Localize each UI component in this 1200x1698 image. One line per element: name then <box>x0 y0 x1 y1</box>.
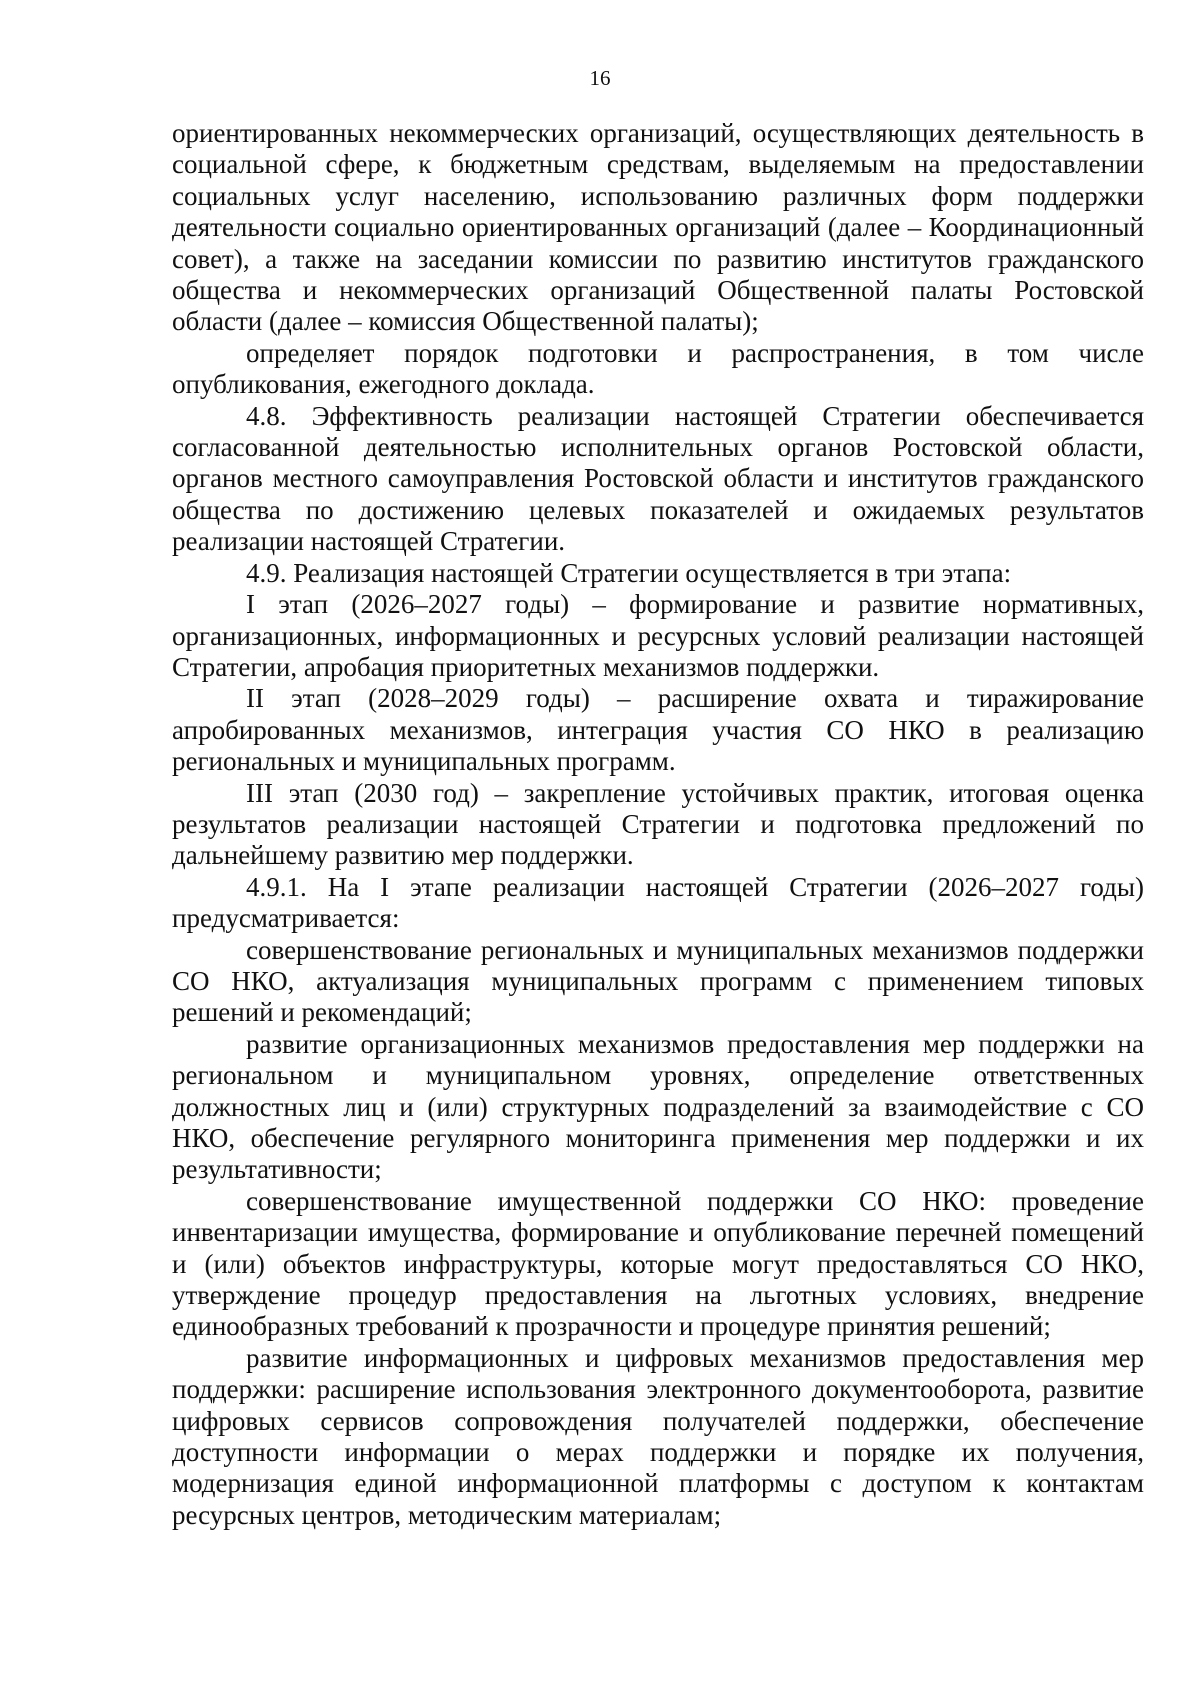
paragraph-list-item: развитие организационных механизмов предоставления мер поддержки на региональном и муниципальном уровнях, определение ответственных должностных лиц и (или) структурных подразделений за взаимодействие с СО НКО, обеспечение регулярного мониторинга применения мер поддержки и их результативности; <box>172 1028 1144 1185</box>
paragraph-4-9-1: 4.9.1. На I этапе реализации настоящей Стратегии (2026–2027 годы) предусматривается: <box>172 871 1144 934</box>
page-number: 16 <box>589 66 611 90</box>
paragraph-stage-2: II этап (2028–2029 годы) – расширение охвата и тиражирование апробированных механизмов, интеграция участия СО НКО в реализацию региональных и муниципальных программ. <box>172 683 1144 777</box>
paragraph-4-8: 4.8. Эффективность реализации настоящей Стратегии обеспечивается согласованной деятельностью исполнительных органов Ростовской области, органов местного самоуправления Ростовской области и институтов гражданского общества по достижению целевых показателей и ожидаемых результатов реализации настоящей Стратегии. <box>172 400 1144 557</box>
paragraph-stage-3: III этап (2030 год) – закрепление устойчивых практик, итоговая оценка результатов реализации настоящей Стратегии и подготовка предложений по дальнейшему развитию мер поддержки. <box>172 777 1144 871</box>
paragraph: определяет порядок подготовки и распространения, в том числе опубликования, ежегодного доклада. <box>172 337 1144 400</box>
paragraph-4-9: 4.9. Реализация настоящей Стратегии осуществляется в три этапа: <box>246 557 1012 588</box>
paragraph-stage-1: I этап (2026–2027 годы) – формирование и развитие нормативных, организационных, информационных и ресурсных условий реализации настоящей Стратегии, апробация приоритетных механизмов поддержки. <box>172 589 1144 682</box>
paragraph-list-item: совершенствование имущественной поддержки СО НКО: проведение инвентаризации имущества, формирование и опубликование перечней помещений и (или) объектов инфраструктуры, которые могут предоставляться СО НКО, утверждение процедур предоставления на льготных условиях, внедрение единообразных требований к прозрачности и процедуре принятия решений; <box>172 1185 1144 1342</box>
paragraph-list-item: совершенствование региональных и муниципальных механизмов поддержки СО НКО, актуализация муниципальных программ с применением типовых решений и рекомендаций; <box>172 934 1144 1028</box>
document-body <box>172 118 1144 1531</box>
paragraph-list-item: развитие информационных и цифровых механизмов предоставления мер поддержки: расширение использования электронного документооборота, развитие цифровых сервисов сопровождения получателей поддержки, обеспечение доступности информации о мерах поддержки и порядке их получения, модернизация единой информационной платформы с доступом к контактам ресурсных центров, методическим материалам; <box>172 1342 1144 1530</box>
paragraph-continuation: ориентированных некоммерческих организаций, осуществляющих деятельность в социальной сфере, к бюджетным средствам, выделяемым на предоставлении социальных услуг населению, использованию различных форм поддержки деятельности социально ориентированных организаций (далее – Координационный совет), а также на заседании комиссии по развитию институтов гражданского общества и некоммерческих организаций Общественной палаты Ростовской области (далее – комиссия Общественной палаты); <box>172 118 1144 337</box>
